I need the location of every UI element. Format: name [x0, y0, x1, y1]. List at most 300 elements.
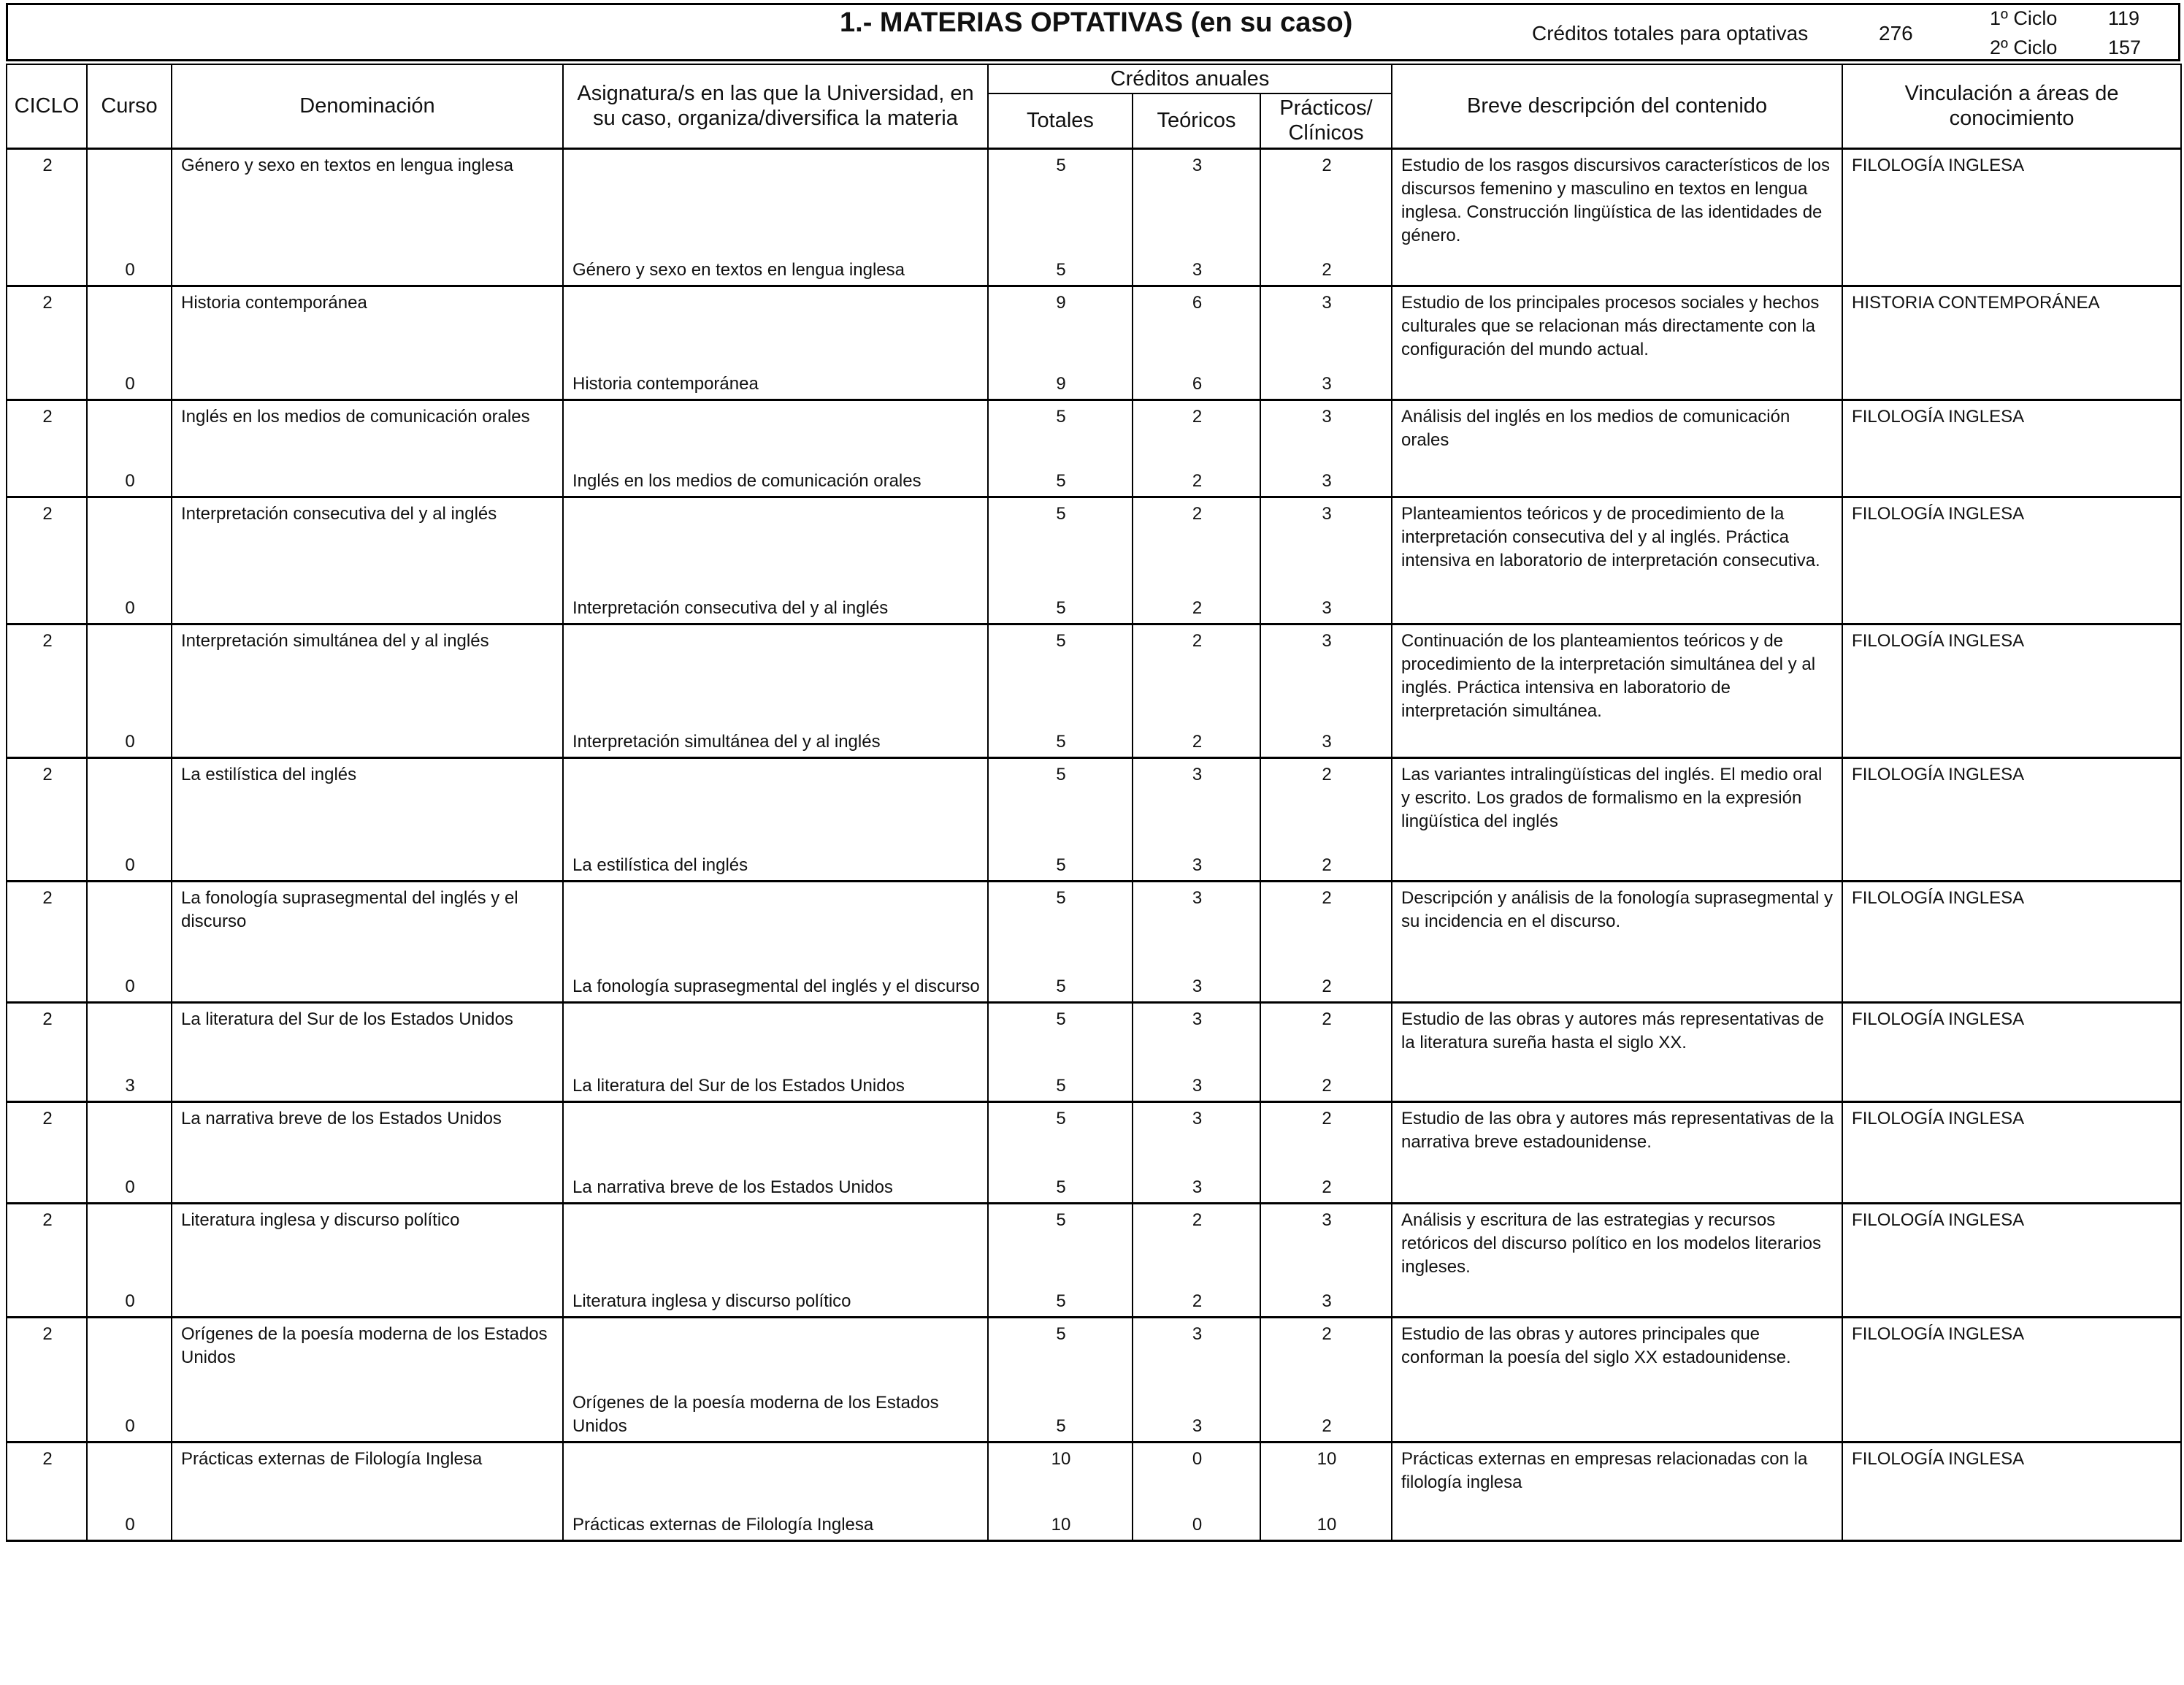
- ciclo-cell: [7, 465, 87, 497]
- descripcion-cell: [1392, 286, 1842, 368]
- teoricos-cell: [1133, 1387, 1260, 1443]
- denominacion-cell: [172, 497, 563, 592]
- totales-cell-text: 5: [1056, 597, 1066, 618]
- denominacion-cell: [172, 881, 563, 960]
- asignatura-cell: [563, 1442, 988, 1509]
- practicos-cell: [1260, 726, 1392, 758]
- denominacion-cell: [172, 1172, 563, 1204]
- curso-cell-text: [88, 287, 171, 294]
- asignatura-cell: [563, 881, 988, 960]
- teoricos-cell-text: 3: [1192, 764, 1203, 784]
- asignatura-cell-text: [564, 401, 987, 408]
- totales-cell: [988, 1070, 1133, 1102]
- practicos-cell-text: 3: [1322, 1291, 1332, 1311]
- curso-cell-text: [88, 1204, 171, 1212]
- teoricos-cell-text: 3: [1192, 1009, 1203, 1029]
- asignatura-cell: [563, 148, 988, 254]
- denominacion-cell-text: [172, 489, 562, 496]
- curso-cell: [87, 592, 172, 624]
- descripcion-cell: [1392, 400, 1842, 465]
- teoricos-cell: [1133, 1070, 1260, 1102]
- vinculacion-cell: [1842, 960, 2181, 1002]
- curso-cell-text: [88, 759, 171, 766]
- denominacion-cell: [172, 1387, 563, 1443]
- practicos-cell-text: 3: [1322, 630, 1332, 651]
- totales-cell-text: 10: [1051, 1515, 1071, 1535]
- vinculacion-cell-text: [1843, 1309, 2180, 1316]
- asignatura-cell: [563, 1285, 988, 1318]
- curso-cell-text: [88, 625, 171, 633]
- curso-cell-text: 0: [125, 1291, 135, 1311]
- totales-cell: [988, 726, 1133, 758]
- col-header-asignatura: Asignatura/s en las que la Universidad, en su caso, organiza/diversifica la materia: [563, 64, 988, 148]
- curso-cell: [87, 849, 172, 881]
- descripcion-cell-text: Análisis del inglés en los medios de comunicación orales: [1401, 406, 1790, 450]
- asignatura-cell: [563, 1172, 988, 1204]
- ciclo-cell: [7, 497, 87, 592]
- denominacion-cell-text: [172, 278, 562, 285]
- practicos-cell-text: 2: [1322, 1076, 1332, 1096]
- descripcion-cell: [1392, 1070, 1842, 1102]
- curso-cell-text: [88, 498, 171, 505]
- subjects-table: [6, 64, 2182, 1542]
- teoricos-cell-text: 3: [1192, 1177, 1203, 1197]
- ciclo-cell-text: 2: [42, 887, 53, 908]
- denominacion-cell-text: Orígenes de la poesía moderna de los Estados Unidos: [181, 1324, 548, 1367]
- curso-cell: [87, 757, 172, 849]
- totales-cell: [988, 1102, 1133, 1172]
- teoricos-cell-text: 3: [1192, 1324, 1203, 1344]
- denominacion-cell-text: [172, 1309, 562, 1316]
- curso-cell-text: [88, 1443, 171, 1451]
- descripcion-cell-text: [1392, 391, 1842, 399]
- totales-cell: [988, 148, 1133, 254]
- teoricos-cell-text: 3: [1192, 1415, 1203, 1436]
- practicos-cell: [1260, 1002, 1392, 1070]
- asignatura-cell-text: [564, 287, 987, 294]
- denominacion-cell: [172, 1070, 563, 1102]
- asignatura-row: [7, 592, 2181, 624]
- asignatura-cell-text: [564, 1204, 987, 1212]
- ciclo-cell-text: 2: [42, 1009, 53, 1029]
- asignatura-cell: [563, 1318, 988, 1387]
- asignatura-cell: [563, 1002, 988, 1070]
- asignatura-cell-text: La fonología suprasegmental del inglés y el discurso: [572, 976, 980, 996]
- vinculacion-cell: [1842, 1509, 2181, 1541]
- ciclo-cell: [7, 148, 87, 254]
- denominacion-cell-text: Prácticas externas de Filología Inglesa: [181, 1448, 483, 1469]
- curso-cell: [87, 465, 172, 497]
- teoricos-cell-text: 2: [1192, 1291, 1203, 1311]
- ciclo-cell-text: 2: [42, 1324, 53, 1344]
- asignatura-cell-text: Interpretación simultánea del y al inglés: [572, 731, 881, 752]
- totales-cell: [988, 960, 1133, 1002]
- ciclo-cell-text: [7, 489, 86, 496]
- practicos-cell-text: 3: [1322, 504, 1332, 524]
- vinculacion-cell-text: FILOLOGÍA INGLESA: [1852, 1210, 2025, 1230]
- vinculacion-cell: [1842, 881, 2181, 960]
- curso-cell: [87, 1387, 172, 1443]
- totales-cell: [988, 1285, 1133, 1318]
- practicos-cell-text: 2: [1322, 1009, 1332, 1029]
- asignatura-row: [7, 254, 2181, 286]
- denominacion-cell-text: [172, 1195, 562, 1202]
- vinculacion-cell-text: [1843, 873, 2180, 880]
- asignatura-cell: [563, 1387, 988, 1443]
- asignatura-row: [7, 1172, 2181, 1204]
- asignatura-cell-text: Orígenes de la poesía moderna de los Estados Unidos: [572, 1392, 939, 1436]
- denominacion-cell-text: [172, 616, 562, 623]
- teoricos-cell-text: 6: [1192, 293, 1203, 313]
- teoricos-cell: [1133, 1172, 1260, 1204]
- totales-cell: [988, 1318, 1133, 1387]
- denominacion-cell-text: La literatura del Sur de los Estados Unidos: [181, 1009, 513, 1029]
- vinculacion-cell-text: [1843, 391, 2180, 399]
- totales-cell: [988, 465, 1133, 497]
- descripcion-cell: [1392, 1002, 1842, 1070]
- total-credits-value: 276: [1879, 22, 1913, 45]
- ciclo-cell: [7, 592, 87, 624]
- denominacion-cell-text: [172, 994, 562, 1001]
- vinculacion-cell-text: [1843, 489, 2180, 496]
- ciclo-cell-text: [7, 1093, 86, 1101]
- practicos-cell-text: 10: [1317, 1515, 1337, 1535]
- totales-cell: [988, 624, 1133, 726]
- ciclo-cell: [7, 286, 87, 368]
- totales-cell: [988, 1002, 1133, 1070]
- teoricos-cell: [1133, 286, 1260, 368]
- materia-row: [7, 1203, 2181, 1285]
- asignatura-cell: [563, 592, 988, 624]
- vinculacion-cell: [1842, 286, 2181, 368]
- descripcion-cell-text: [1392, 489, 1842, 496]
- curso-cell: [87, 368, 172, 400]
- denominacion-cell-text: [172, 391, 562, 399]
- teoricos-cell: [1133, 254, 1260, 286]
- practicos-cell: [1260, 497, 1392, 592]
- materia-row: [7, 881, 2181, 960]
- denominacion-cell-text: [172, 1434, 562, 1441]
- practicos-cell: [1260, 1509, 1392, 1541]
- col-header-totales: Totales: [988, 93, 1133, 148]
- practicos-cell: [1260, 960, 1392, 1002]
- denominacion-cell-text: [172, 873, 562, 880]
- teoricos-cell: [1133, 1318, 1260, 1387]
- teoricos-cell: [1133, 592, 1260, 624]
- teoricos-cell-text: 0: [1192, 1448, 1203, 1469]
- materia-row: [7, 1102, 2181, 1172]
- teoricos-cell: [1133, 881, 1260, 960]
- denominacion-cell-text: La fonología suprasegmental del inglés y el discurso: [181, 887, 518, 931]
- descripcion-cell: [1392, 757, 1842, 849]
- totales-cell-text: 9: [1056, 373, 1066, 394]
- curso-cell-text: [88, 1103, 171, 1110]
- asignatura-cell: [563, 368, 988, 400]
- asignatura-cell: [563, 1102, 988, 1172]
- curso-cell-text: 0: [125, 1177, 135, 1197]
- descripcion-cell: [1392, 592, 1842, 624]
- descripcion-cell: [1392, 849, 1842, 881]
- vinculacion-cell: [1842, 1203, 2181, 1285]
- vinculacion-cell-text: FILOLOGÍA INGLESA: [1852, 155, 2025, 175]
- practicos-cell-text: 3: [1322, 293, 1332, 313]
- curso-cell: [87, 1102, 172, 1172]
- asignatura-row: [7, 1070, 2181, 1102]
- totales-cell: [988, 849, 1133, 881]
- descripcion-cell-text: Estudio de las obras y autores más representativas de la literatura sureña hasta el siglo XX.: [1401, 1009, 1825, 1052]
- curso-cell-text: [88, 401, 171, 408]
- curso-cell: [87, 1172, 172, 1204]
- materia-row: [7, 400, 2181, 465]
- denominacion-cell: [172, 1002, 563, 1070]
- asignatura-cell-text: [564, 625, 987, 633]
- vinculacion-cell: [1842, 849, 2181, 881]
- practicos-cell-text: 2: [1322, 887, 1332, 908]
- col-header-practicos: Prácticos/ Clínicos: [1260, 93, 1392, 148]
- vinculacion-cell: [1842, 368, 2181, 400]
- practicos-cell-text: 2: [1322, 260, 1332, 280]
- totales-cell: [988, 1203, 1133, 1285]
- curso-cell-text: [88, 150, 171, 157]
- totales-cell-text: 5: [1056, 731, 1066, 752]
- practicos-cell: [1260, 465, 1392, 497]
- asignatura-cell: [563, 465, 988, 497]
- asignatura-cell-text: Interpretación consecutiva del y al inglés: [572, 597, 889, 618]
- asignatura-cell-text: [564, 498, 987, 505]
- ciclo-cell: [7, 1442, 87, 1509]
- ciclo-cell: [7, 881, 87, 960]
- descripcion-cell-text: Análisis y escritura de las estrategias y recursos retóricos del discurso político en los modelos literarios ingleses.: [1401, 1210, 1821, 1277]
- asignatura-cell-text: [564, 1004, 987, 1011]
- practicos-cell: [1260, 1070, 1392, 1102]
- curso-cell: [87, 881, 172, 960]
- vinculacion-cell-text: FILOLOGÍA INGLESA: [1852, 1109, 2025, 1128]
- ciclo-cell-text: [7, 994, 86, 1001]
- vinculacion-cell: [1842, 465, 2181, 497]
- teoricos-cell-text: 2: [1192, 471, 1203, 491]
- totales-cell-text: 5: [1056, 504, 1066, 524]
- teoricos-cell-text: 2: [1192, 1210, 1203, 1230]
- totales-cell: [988, 286, 1133, 368]
- teoricos-cell-text: 2: [1192, 630, 1203, 651]
- descripcion-cell: [1392, 1285, 1842, 1318]
- ciclo-cell: [7, 1509, 87, 1541]
- vinculacion-cell-text: FILOLOGÍA INGLESA: [1852, 764, 2025, 784]
- asignatura-cell-text: Literatura inglesa y discurso político: [572, 1291, 851, 1311]
- totales-cell: [988, 881, 1133, 960]
- descripcion-cell: [1392, 960, 1842, 1002]
- ciclo-cell-text: [7, 278, 86, 285]
- denominacion-cell-text: Interpretación consecutiva del y al inglés: [181, 504, 497, 524]
- denominacion-cell: [172, 960, 563, 1002]
- asignatura-row: [7, 960, 2181, 1002]
- teoricos-cell-text: 3: [1192, 260, 1203, 280]
- descripcion-cell: [1392, 1509, 1842, 1541]
- practicos-cell: [1260, 1203, 1392, 1285]
- totales-cell-text: 10: [1051, 1448, 1071, 1469]
- curso-cell-text: [88, 882, 171, 890]
- ciclo-cell: [7, 1387, 87, 1443]
- practicos-cell: [1260, 881, 1392, 960]
- curso-cell: [87, 726, 172, 758]
- denominacion-cell: [172, 368, 563, 400]
- denominacion-cell: [172, 592, 563, 624]
- teoricos-cell-text: 2: [1192, 731, 1203, 752]
- practicos-cell: [1260, 148, 1392, 254]
- col-header-teoricos: Teóricos: [1133, 93, 1260, 148]
- descripcion-cell-text: Continuación de los planteamientos teóricos y de procedimiento de la interpretación simultánea del y al inglés. Práctica intensiva en laboratorio de interpretación simultánea.: [1401, 630, 1816, 721]
- ciclo-cell: [7, 624, 87, 726]
- teoricos-cell: [1133, 497, 1260, 592]
- vinculacion-cell: [1842, 1387, 2181, 1443]
- denominacion-cell: [172, 400, 563, 465]
- practicos-cell-text: 10: [1317, 1448, 1337, 1469]
- denominacion-cell: [172, 757, 563, 849]
- practicos-cell-text: 3: [1322, 406, 1332, 427]
- vinculacion-cell: [1842, 592, 2181, 624]
- curso-cell: [87, 1442, 172, 1509]
- descripcion-cell: [1392, 148, 1842, 254]
- ciclo-cell: [7, 757, 87, 849]
- ciclo-cell: [7, 1203, 87, 1285]
- asignatura-row: [7, 465, 2181, 497]
- totales-cell: [988, 1509, 1133, 1541]
- practicos-cell-text: 3: [1322, 597, 1332, 618]
- descripcion-cell-text: Estudio de los rasgos discursivos característicos de los discursos femenino y masculino en textos en lengua inglesa. Construcción lingüística de las identidades de género.: [1401, 155, 1830, 245]
- totales-cell: [988, 254, 1133, 286]
- descripcion-cell: [1392, 1442, 1842, 1509]
- ciclo-cell-text: 2: [42, 1109, 53, 1128]
- vinculacion-cell-text: FILOLOGÍA INGLESA: [1852, 1009, 2025, 1029]
- ciclo-cell-text: [7, 749, 86, 757]
- asignatura-cell: [563, 849, 988, 881]
- totales-cell: [988, 1387, 1133, 1443]
- ciclo-cell-text: [7, 616, 86, 623]
- teoricos-cell-text: 3: [1192, 155, 1203, 175]
- asignatura-cell-text: Inglés en los medios de comunicación orales: [572, 471, 922, 491]
- practicos-cell-text: 2: [1322, 1109, 1332, 1128]
- descripcion-cell: [1392, 465, 1842, 497]
- practicos-cell: [1260, 1285, 1392, 1318]
- vinculacion-cell-text: [1843, 1195, 2180, 1202]
- asignatura-cell-text: La estilística del inglés: [572, 855, 748, 875]
- curso-cell: [87, 1002, 172, 1070]
- ciclo-cell: [7, 1285, 87, 1318]
- vinculacion-cell: [1842, 1002, 2181, 1070]
- materia-row: [7, 148, 2181, 254]
- teoricos-cell: [1133, 1509, 1260, 1541]
- curso-cell: [87, 497, 172, 592]
- practicos-cell: [1260, 400, 1392, 465]
- vinculacion-cell: [1842, 1442, 2181, 1509]
- practicos-cell-text: 2: [1322, 1415, 1332, 1436]
- curso-cell-text: [88, 1004, 171, 1011]
- vinculacion-cell: [1842, 757, 2181, 849]
- curso-cell: [87, 624, 172, 726]
- curso-cell-text: 0: [125, 1415, 135, 1436]
- descripcion-cell: [1392, 881, 1842, 960]
- descripcion-cell-text: [1392, 1195, 1842, 1202]
- teoricos-cell-text: 6: [1192, 373, 1203, 394]
- teoricos-cell: [1133, 1442, 1260, 1509]
- practicos-cell-text: 3: [1322, 471, 1332, 491]
- denominacion-cell: [172, 254, 563, 286]
- descripcion-cell: [1392, 1102, 1842, 1172]
- totales-cell-text: 5: [1056, 155, 1066, 175]
- denominacion-cell: [172, 1102, 563, 1172]
- teoricos-cell-text: 3: [1192, 976, 1203, 996]
- vinculacion-cell-text: [1843, 1434, 2180, 1441]
- practicos-cell-text: 3: [1322, 1210, 1332, 1230]
- curso-cell-text: 0: [125, 597, 135, 618]
- teoricos-cell: [1133, 726, 1260, 758]
- curso-cell: [87, 1318, 172, 1387]
- descripcion-cell-text: [1392, 749, 1842, 757]
- vinculacion-cell-text: [1843, 616, 2180, 623]
- totales-cell-text: 5: [1056, 1109, 1066, 1128]
- vinculacion-cell-text: [1843, 994, 2180, 1001]
- denominacion-cell: [172, 1203, 563, 1285]
- ciclo-cell-text: 2: [42, 630, 53, 651]
- materia-row: [7, 286, 2181, 368]
- denominacion-cell-text: Interpretación simultánea del y al inglés: [181, 630, 489, 651]
- ciclo-cell: [7, 254, 87, 286]
- practicos-cell-text: 2: [1322, 1177, 1332, 1197]
- curso-cell-text: 0: [125, 976, 135, 996]
- teoricos-cell-text: 2: [1192, 597, 1203, 618]
- denominacion-cell: [172, 1442, 563, 1509]
- practicos-cell: [1260, 1102, 1392, 1172]
- ciclo-cell-text: [7, 391, 86, 399]
- practicos-cell: [1260, 1318, 1392, 1387]
- asignatura-cell: [563, 400, 988, 465]
- cycle-1-value: 119: [2108, 7, 2140, 29]
- ciclo-cell: [7, 1070, 87, 1102]
- asignatura-cell-text: [564, 150, 987, 157]
- descripcion-cell-text: [1392, 616, 1842, 623]
- asignatura-row: [7, 368, 2181, 400]
- denominacion-cell-text: La estilística del inglés: [181, 764, 357, 784]
- vinculacion-cell-text: FILOLOGÍA INGLESA: [1852, 1448, 2025, 1469]
- asignatura-cell: [563, 497, 988, 592]
- curso-cell: [87, 254, 172, 286]
- teoricos-cell: [1133, 1002, 1260, 1070]
- teoricos-cell: [1133, 1203, 1260, 1285]
- curso-cell: [87, 960, 172, 1002]
- ciclo-cell: [7, 960, 87, 1002]
- descripcion-cell-text: Las variantes intralingüísticas del inglés. El medio oral y escrito. Los grados de formalismo en la expresión lingüística del inglés: [1401, 764, 1823, 831]
- curso-cell-text: 0: [125, 731, 135, 752]
- practicos-cell-text: 2: [1322, 855, 1332, 875]
- col-header-creditos-anuales: Créditos anuales: [988, 64, 1392, 93]
- totales-cell-text: 5: [1056, 260, 1066, 280]
- totales-cell-text: 5: [1056, 976, 1066, 996]
- vinculacion-cell: [1842, 624, 2181, 726]
- teoricos-cell: [1133, 368, 1260, 400]
- totales-cell: [988, 592, 1133, 624]
- descripcion-cell-text: [1392, 1093, 1842, 1101]
- descripcion-cell-text: Estudio de los principales procesos sociales y hechos culturales que se relacionan más directamente con la configuración del mundo actual.: [1401, 293, 1820, 359]
- descripcion-cell: [1392, 497, 1842, 592]
- denominacion-cell: [172, 624, 563, 726]
- totales-cell: [988, 1172, 1133, 1204]
- table-header: [7, 64, 2181, 148]
- col-header-vinculacion: Vinculación a áreas de conocimiento: [1842, 64, 2181, 148]
- curso-cell: [87, 400, 172, 465]
- curso-cell-text: [88, 1318, 171, 1326]
- practicos-cell: [1260, 1442, 1392, 1509]
- descripcion-cell-text: [1392, 1309, 1842, 1316]
